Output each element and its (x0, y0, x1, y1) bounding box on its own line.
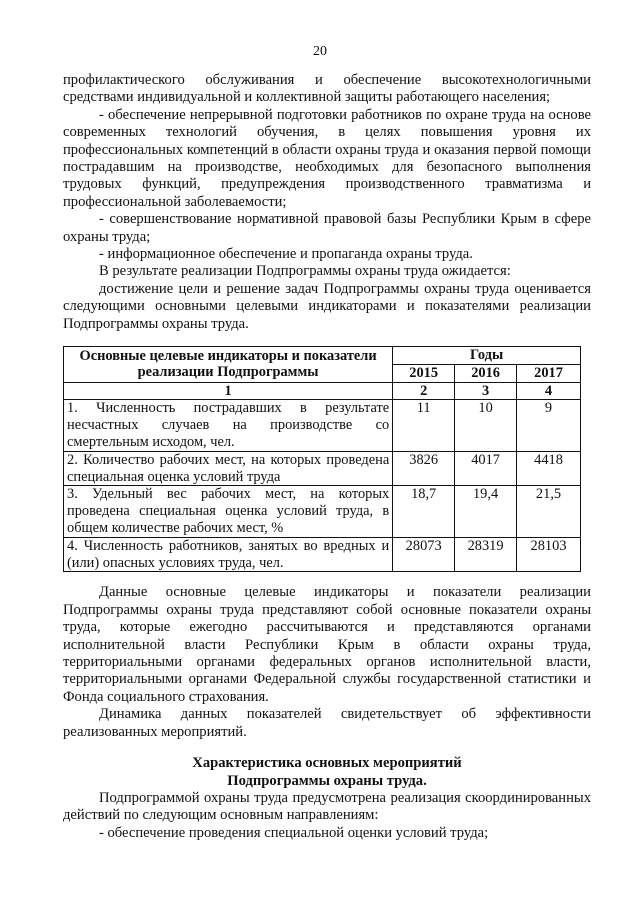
table-header-row (64, 347, 581, 365)
paragraph: - совершенствование нормативной правовой базы Республики Крым в сфере охраны труда; (63, 211, 591, 245)
year-cell: 2017 (517, 364, 581, 382)
table-row (64, 486, 581, 537)
indicator-label: 4. Численность работников, занятых во вредных и (или) опасных условиях труда, чел. (64, 537, 393, 572)
indicator-value: 10 (455, 400, 517, 451)
section-heading-line: Подпрограммы охраны труда. (227, 772, 427, 789)
paragraph: - информационное обеспечение и пропаганда охраны труда. (99, 246, 473, 263)
indicator-value: 19,4 (455, 486, 517, 537)
table-row (64, 400, 581, 451)
paragraph: Динамика данных показателей свидетельствует об эффективности реализованных мероприятий. (63, 706, 591, 740)
indicator-value: 4017 (455, 451, 517, 486)
paragraph: профилактического обслуживания и обеспечение высокотехнологичными средствами индивидуальной и коллективной защиты работающего населения; (63, 72, 591, 106)
paragraph: - обеспечение непрерывной подготовки работников по охране труда на основе современных технологий обучения, в целях повышения уровня их профессиональных компетенций в области охраны труда и оказания первой помощи пострадавшим на производстве, необходимых для безопасного выполнения трудовых функций, предупреждения производственного травматизма и профессиональной заболеваемости; (63, 106, 591, 210)
table-numbering-row (64, 382, 581, 400)
indicator-value: 18,7 (393, 486, 455, 537)
indicator-value: 28319 (455, 537, 517, 572)
table-row (64, 451, 581, 486)
indicator-value: 21,5 (517, 486, 581, 537)
table-header-indicators: Основные целевые индикаторы и показатели реализации Подпрограммы (64, 347, 393, 383)
column-number: 4 (517, 382, 581, 400)
indicator-label: 3. Удельный вес рабочих мест, на которых проведена специальная оценка условий труда, в общем количестве рабочих мест, % (64, 486, 393, 537)
section-heading (63, 755, 591, 790)
column-number: 3 (455, 382, 517, 400)
page-body (63, 72, 591, 842)
column-number: 2 (393, 382, 455, 400)
paragraph: достижение цели и решение задач Подпрограммы охраны труда оценивается следующими основными целевыми индикаторами и показателями реализации Подпрограммы охраны труда. (63, 280, 591, 332)
year-cell: 2015 (393, 364, 455, 382)
indicator-value: 9 (517, 400, 581, 451)
table-header-years: Годы (393, 347, 581, 365)
paragraph: Данные основные целевые индикаторы и показатели реализации Подпрограммы охраны труда представляют собой основные показатели охраны труда, которые ежегодно рассчитываются и представляются органами исполнительной власти Республики Крым в области охраны труда, территориальными органами федеральных органов исполнительной власти, территориальными органами Федеральной службы государственной статистики и Фонда социального страхования. (63, 584, 591, 705)
table-row (64, 537, 581, 572)
indicators-table (63, 346, 581, 572)
indicator-value: 4418 (517, 451, 581, 486)
page-number: 20 (313, 44, 327, 59)
section-heading-line: Характеристика основных мероприятий (192, 755, 462, 772)
paragraph: - обеспечение проведения специальной оценки условий труда; (99, 824, 489, 841)
paragraph: Подпрограммой охраны труда предусмотрена реализация скоординированных действий по следующим основным направлениям: (63, 789, 591, 824)
indicator-value: 28073 (393, 537, 455, 572)
indicator-value: 28103 (517, 537, 581, 572)
indicator-label: 2. Количество рабочих мест, на которых проведена специальная оценка условий труда (64, 451, 393, 486)
year-cell: 2016 (455, 364, 517, 382)
paragraph: В результате реализации Подпрограммы охраны труда ожидается: (99, 263, 511, 280)
indicator-value: 11 (393, 400, 455, 451)
column-number: 1 (64, 382, 393, 400)
indicator-value: 3826 (393, 451, 455, 486)
indicator-label: 1. Численность пострадавших в результате несчастных случаев на производстве со смертельным исходом, чел. (64, 400, 393, 451)
